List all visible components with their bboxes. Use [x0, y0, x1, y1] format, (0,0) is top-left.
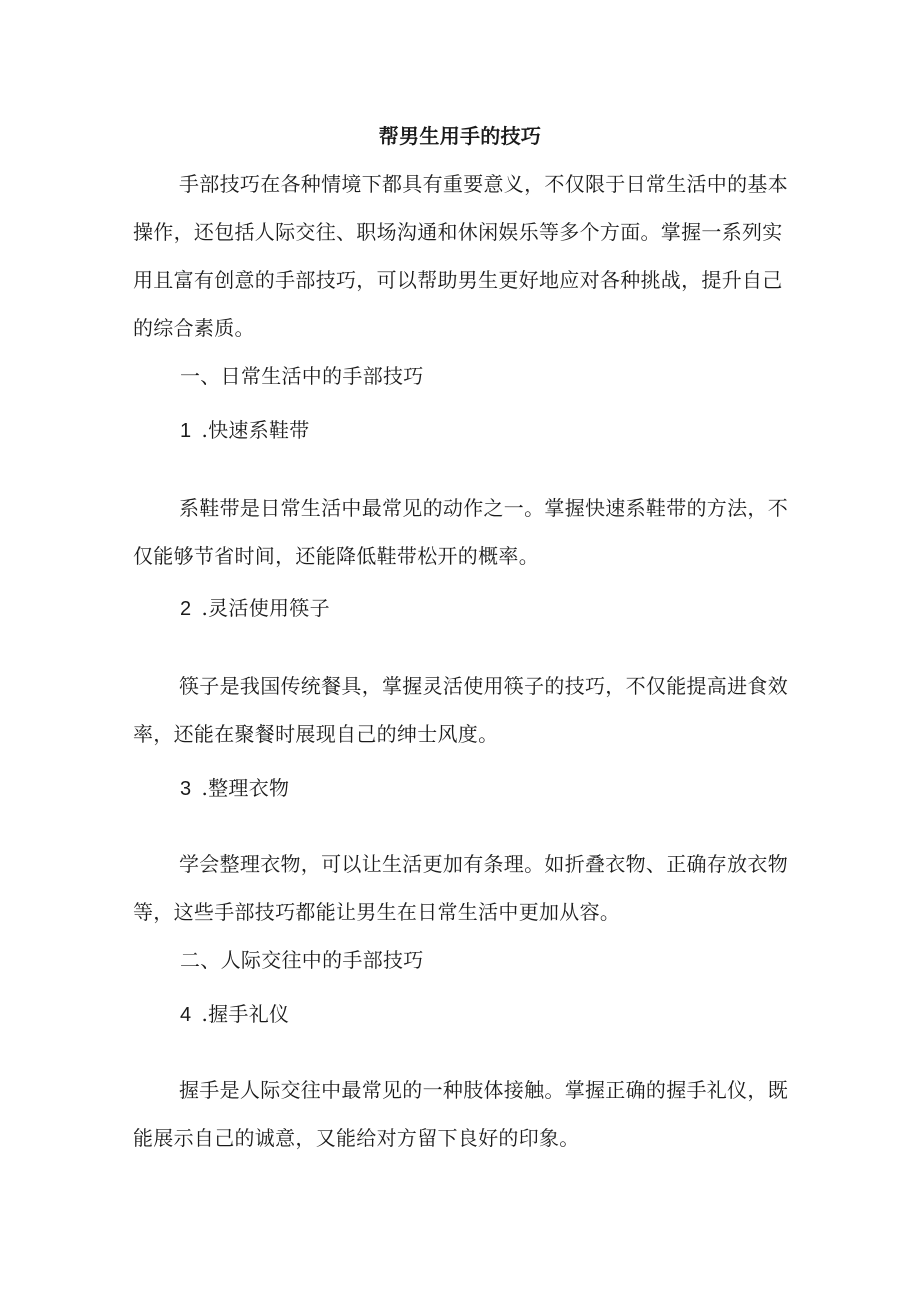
item-body-chopsticks: 筷子是我国传统餐具，掌握灵活使用筷子的技巧，不仅能提高进食效率，还能在聚餐时展现自己的绅士风度。	[133, 674, 788, 746]
item-heading-chopsticks	[180, 584, 780, 633]
item-body-handshake: 握手是人际交往中最常见的一种肢体接触。掌握正确的握手礼仪，既能展示自己的诚意，又能给对方留下良好的印象。	[133, 1078, 788, 1150]
intro-paragraph: 手部技巧在各种情境下都具有重要意义，不仅限于日常生活中的基本操作，还包括人际交往、职场沟通和休闲娱乐等多个方面。掌握一系列实用且富有创意的手部技巧，可以帮助男生更好地应对各种挑战，提升自己的综合素质。	[133, 172, 788, 340]
item-number: 3	[180, 778, 192, 800]
item-title: .灵活使用筷子	[201, 596, 330, 620]
document-title: 帮男生用手的技巧	[378, 124, 542, 148]
item-number: 2	[180, 598, 192, 620]
item-heading-clothes	[180, 764, 780, 813]
item-body-clothes: 学会整理衣物，可以让生活更加有条理。如折叠衣物、正确存放衣物等，这些手部技巧都能让男生在日常生活中更加从容。	[133, 852, 788, 924]
item-number: 1	[180, 420, 192, 442]
item-heading-handshake	[180, 990, 780, 1039]
item-body-shoelace: 系鞋带是日常生活中最常见的动作之一。掌握快速系鞋带的方法，不仅能够节省时间，还能降低鞋带松开的概率。	[133, 496, 788, 568]
item-heading-shoelace	[180, 406, 780, 455]
item-number: 4	[180, 1004, 192, 1026]
section-heading-daily-life: 一、日常生活中的手部技巧	[180, 364, 424, 388]
item-title: .整理衣物	[201, 776, 290, 800]
section-heading-social: 二、人际交往中的手部技巧	[180, 948, 424, 972]
item-title: .快速系鞋带	[201, 418, 310, 442]
item-title: .握手礼仪	[201, 1002, 290, 1026]
